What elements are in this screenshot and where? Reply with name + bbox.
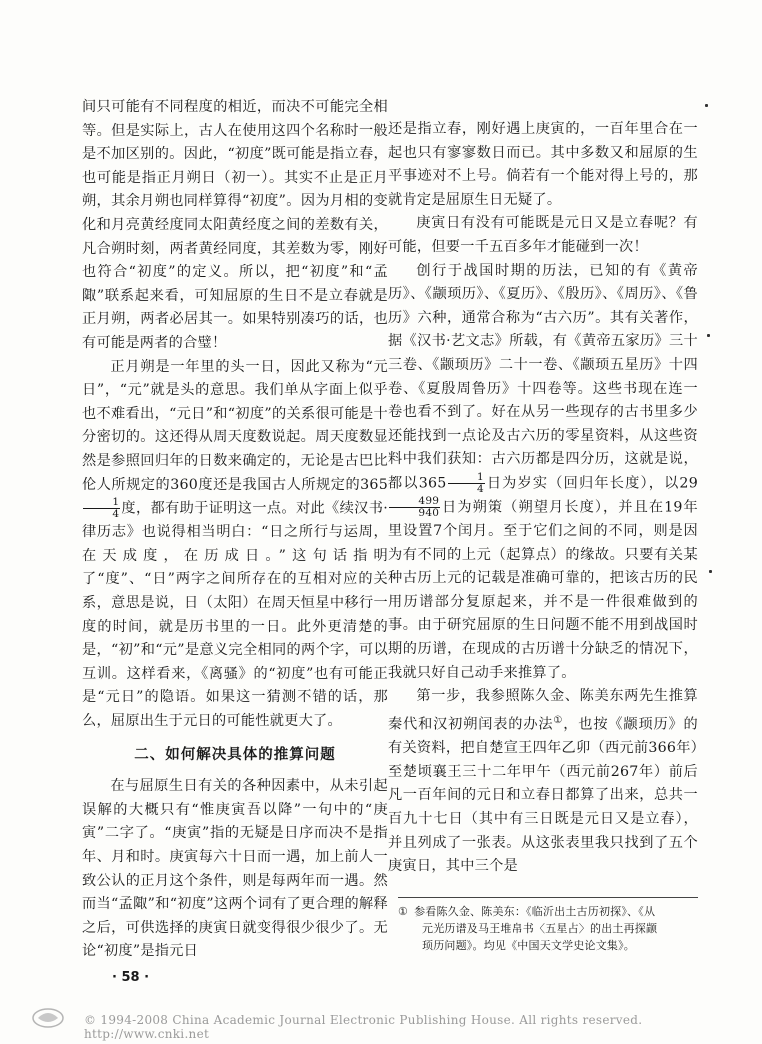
publisher-logo-icon <box>30 1004 66 1030</box>
footnote <box>398 903 698 954</box>
section-heading: 二、如何解决具体的推算问题 <box>134 746 336 763</box>
scan-speck <box>709 570 712 573</box>
text-segment: ，也按《颛顼历》的有关资料，把自楚宣王四年乙卯（西元前366年）至楚顷襄王三十二年甲午（西元前267年）前后凡一百年间的元日和立春日都算了出来，总共一百九十七日（其中有三日既是元日又是立春），并且列成了一张表。从这张表里我只找到了五个庚寅日，其中三个是 <box>388 716 698 875</box>
right-column <box>388 118 698 879</box>
footnote-line: 参看陈久金、陈美东：《临沂出土古历初探》、《从 <box>414 905 656 918</box>
paragraph-new-year-day <box>82 356 388 734</box>
fraction-quarter <box>83 497 120 520</box>
text-segment: 创行于战国时期的历法，已知的有《黄帝历》、《颛顼历》、《夏历》、《殷历》、《周历》、《鲁历》六种，通常合称为“古六历”。其有关著作，据《汉书·艺文志》所载，有《黄帝五家历》三十三卷、《颛顼历》二十一卷、《颛顼五星历》十四卷、《夏殷周鲁历》十四卷等。这些书现在连一卷也看不到了。好在从另一些现存的古书里多少还能找到一点论及古六历的零星资料，从这些资料中我们获知：古六历都是四分历，这就是说，都以365 <box>388 262 698 492</box>
page-number: · 58 · <box>112 970 150 985</box>
paragraph-continuation: 还是指立春，刚好遇上庚寅的，一百年里合在一起也只有寥寥数日而已。其中多数又和屈原的生平事迹对不上号。倘若有一个能对得上号的，那就肯定是屈原生日无疑了。 <box>388 121 698 208</box>
footnote-divider <box>398 897 698 898</box>
fraction-numerator: 499 <box>389 496 440 508</box>
copyright-notice: © 1994-2008 China Academic Journal Electronic Publishing House. All rights reserved. http://www.cnki.net <box>84 1013 643 1041</box>
text-segment: 日为岁实（回归年长度），以29 <box>485 475 698 492</box>
footnote-reference: ① <box>553 714 564 726</box>
paragraph-gengyin-question: 庚寅日有没有可能既是元日又是立春呢？有可能，但要一千五百多年才能碰到一次！ <box>388 215 698 255</box>
paragraph-initial-degree: 间只可能有不同程度的相近，而决不可能完全相等。但是实际上，古人在使用这四个名称时一般是不加区别的。因此，“初度”既可能是指立春，也可能是指正月朔日（初一）。其实不止是正月朔，其余月朔也同样算得“初度”。因为月相的变化和月亮黄经度同太阳黄经度之间的差数有关，凡合朔时刻，两者黄经同度，其差数为零，刚好也符合“初度”的定义。所以，把“初度”和“孟陬”联系起来看，可知屈原的生日不是立春就是正月朔，两者必居其一。如果特别凑巧的话，也有可能是两者的合璧！ <box>82 99 388 351</box>
fraction-denominator: 4 <box>476 482 484 495</box>
footnote-mark: ① <box>398 905 409 918</box>
fraction-synodic <box>389 496 440 519</box>
footnote-line: 元光历谱及马王堆帛书〈五星占〉的出土再探颛 <box>422 922 658 935</box>
fraction-numerator: 1 <box>448 472 485 484</box>
left-column <box>82 96 388 964</box>
text-segment: 日为朔策（朔望月长度），并且在19年里设置7个闰月。至于它们之间的不同，则是因为有不同的上元（起算点）的缘故。只要有关某种古历上元的记载是准确可靠的，把该古历的民用历谱部分复原起来，并不是一件很难做到的事。由于研究屈原的生日问题不能不用到战国时期的历谱，在现成的古历谱十分缺乏的情况下，我就只好自己动手来推算了。 <box>388 499 698 681</box>
fraction-denominator: 4 <box>112 508 120 521</box>
fraction-quarter <box>448 472 485 495</box>
paragraph-gengyin: 在与屈原生日有关的各种因素中，从未引起误解的大概只有“惟庚寅吾以降”一句中的“庚寅”二字了。“庚寅”指的无疑是日序而决不是指年、月和时。庚寅每六十日而一遇，加上前人一致公认的正月这个条件，则是每两年而一遇。然而当“孟陬”和“初度”这两个词有了更合理的解释之后，可供选择的庚寅日就变得很少很少了。无论“初度”是指元日 <box>82 778 388 960</box>
paragraph-ancient-calendars <box>388 260 698 686</box>
paragraph-first-step <box>388 685 698 878</box>
text-segment: 第一步，我参照陈久金、陈美东两先生推算秦代和汉初朔闰表的办法 <box>388 688 698 733</box>
scan-speck <box>705 104 708 107</box>
footnote-line: 顼历问题》。均见《中国天文学史论文集》。 <box>422 939 635 952</box>
text-segment: 正月朔是一年里的头一日，因此又称为“元日”，“元”就是头的意思。我们单从字面上似乎也不难看出，“元日”和“初度”的关系很可能是十分密切的。这还得从周天度数说起。周天度数显然是参照回归年的日数来确定的，无论是古巴比伦人所规定的360度还是我国古人所规定的365 <box>82 358 388 493</box>
fraction-numerator: 1 <box>83 497 120 509</box>
fraction-denominator: 940 <box>418 507 440 519</box>
scan-speck <box>707 334 710 337</box>
text-segment: 度，都有助于证明这一点。对此《续汉书·律历志》也说得相当明白：“日之所行与运周，在天成度，在历成日。”这句话指明了“度”、“日”两字之间所存在的互相对应的关系，意思是说，日（太阳）在周天恒星中移行一度的时间，就是历书里的一日。此外更清楚的是，“初”和“元”是意义完全相同的两个字，可以互训。这样看来，《离骚》的“初度”也有可能正是“元日”的隐语。如果这一猜测不错的话，那么，屈原出生于元日的可能性就更大了。 <box>82 500 388 729</box>
